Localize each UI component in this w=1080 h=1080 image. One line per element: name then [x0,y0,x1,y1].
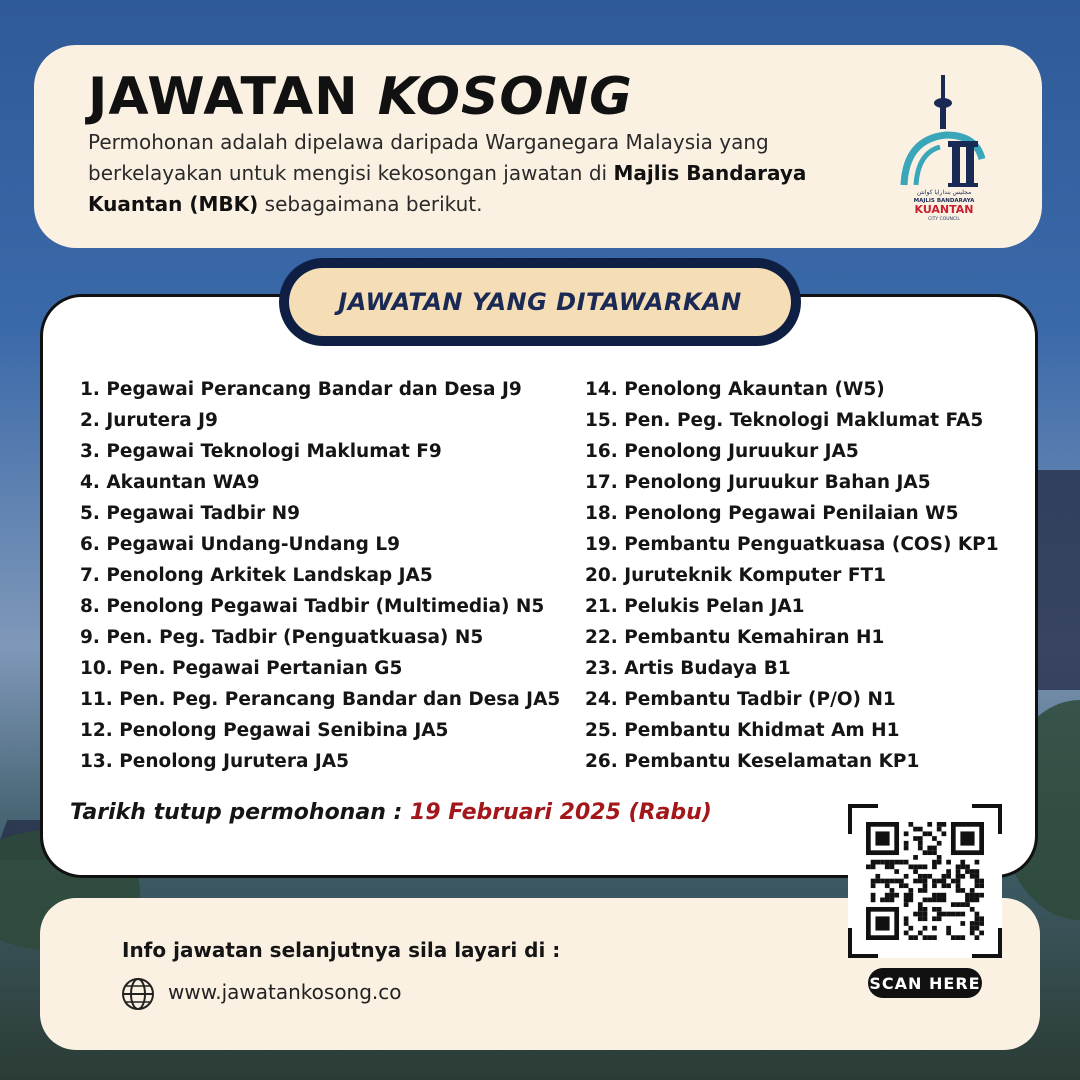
job-item: 26. Pembantu Keselamatan KP1 [585,751,920,772]
job-item: 22. Pembantu Kemahiran H1 [585,627,885,648]
section-pill [279,258,801,346]
job-item: 4. Akauntan WA9 [80,472,260,493]
info-label: Info jawatan selanjutnya sila layari di : [122,938,561,962]
globe-icon [120,976,156,1012]
job-item: 14. Penolong Akauntan (W5) [585,379,885,400]
svg-text:MAJLIS BANDARAYA: MAJLIS BANDARAYA [913,198,975,204]
job-item: 7. Penolong Arkitek Landskap JA5 [80,565,433,586]
svg-text:CITY COUNCIL: CITY COUNCIL [928,217,960,222]
closing-date-label: Tarikh tutup permohonan : [70,800,410,825]
mbk-logo [896,73,992,223]
job-item: 16. Penolong Juruukur JA5 [585,441,859,462]
organisation-name: Majlis Bandaraya Kuantan (MBK) [88,161,807,216]
closing-date-value: 19 Februari 2025 (Rabu) [409,800,712,825]
job-item: 5. Pegawai Tadbir N9 [80,503,300,524]
qr-code[interactable] [848,804,1002,958]
website-link[interactable]: www.jawatankosong.co [168,980,402,1004]
qr-code-graphic [848,804,1002,958]
job-item: 13. Penolong Jurutera JA5 [80,751,349,772]
job-item: 2. Jurutera J9 [80,410,218,431]
job-item: 25. Pembantu Khidmat Am H1 [585,720,900,741]
job-item: 18. Penolong Pegawai Penilaian W5 [585,503,959,524]
job-item: 15. Pen. Peg. Teknologi Maklumat FA5 [585,410,984,431]
job-item: 9. Pen. Peg. Tadbir (Penguatkuasa) N5 [80,627,484,648]
job-item: 8. Penolong Pegawai Tadbir (Multimedia) N5 [80,596,545,617]
svg-text:مجليس بندارايا كوانتن: مجليس بندارايا كوانتن [916,189,972,196]
job-item: 6. Pegawai Undang-Undang L9 [80,534,400,555]
closing-date [70,800,712,825]
job-item: 21. Pelukis Pelan JA1 [585,596,805,617]
job-list-left [80,374,560,777]
job-item: 20. Juruteknik Komputer FT1 [585,565,887,586]
header-card [34,45,1042,248]
job-item: 10. Pen. Pegawai Pertanian G5 [80,658,403,679]
job-item: 11. Pen. Peg. Perancang Bandar dan Desa JA5 [80,689,561,710]
job-item: 3. Pegawai Teknologi Maklumat F9 [80,441,442,462]
scan-here-button[interactable]: SCAN HERE [868,968,982,998]
job-item: 1. Pegawai Perancang Bandar dan Desa J9 [80,379,522,400]
job-list-right [585,374,999,777]
job-item: 17. Penolong Juruukur Bahan JA5 [585,472,931,493]
intro-text: Permohonan adalah dipelawa daripada Warganegara Malaysia yang berkelayakan untuk mengisi kekosongan jawatan di Majlis Bandaraya Kuantan (MBK) sebagaimana berikut. [88,130,807,216]
svg-text:KUANTAN: KUANTAN [914,203,974,216]
job-item: 24. Pembantu Tadbir (P/O) N1 [585,689,896,710]
job-item: 23. Artis Budaya B1 [585,658,791,679]
job-item: 19. Pembantu Penguatkuasa (COS) KP1 [585,534,999,555]
page-title: JAWATAN KOSONG [88,67,633,127]
section-title: JAWATAN YANG DITAWARKAN [338,288,742,316]
section-pill-inner [289,268,791,336]
job-item: 12. Penolong Pegawai Senibina JA5 [80,720,449,741]
